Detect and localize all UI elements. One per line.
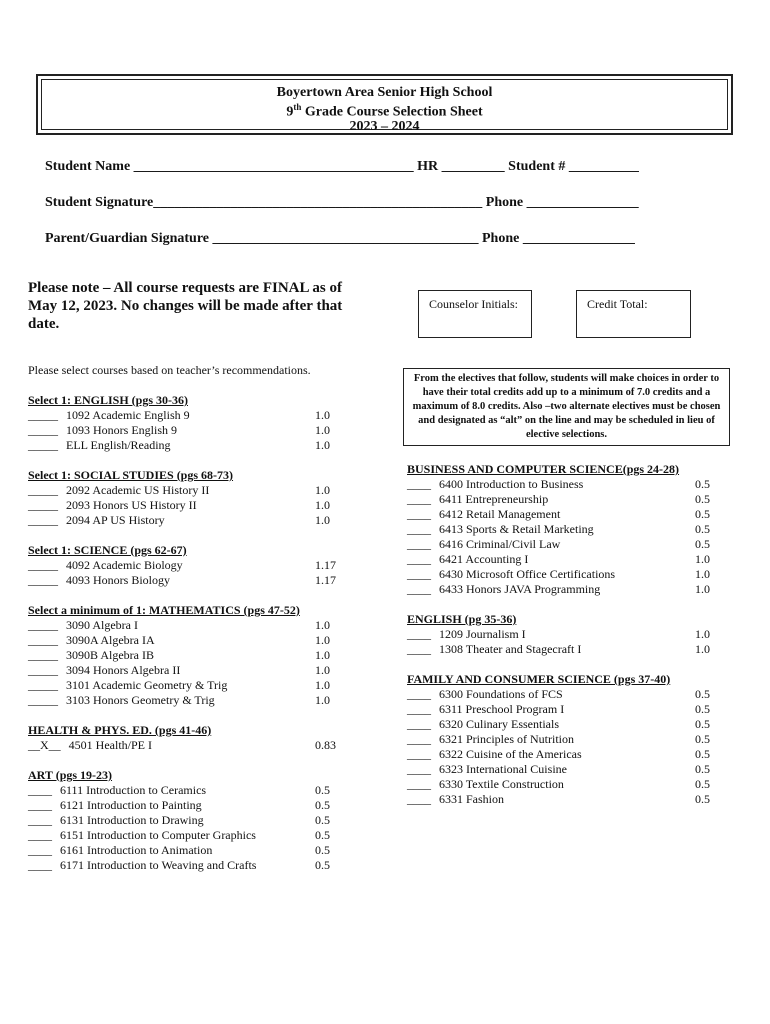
course-credit: 1.0 bbox=[315, 648, 330, 662]
course-credit: 1.0 bbox=[315, 408, 330, 422]
course-name: 1092 Academic English 9 bbox=[66, 408, 190, 422]
selection-blank[interactable]: _____ bbox=[28, 498, 58, 512]
course-row bbox=[407, 552, 710, 567]
course-credit: 0.5 bbox=[315, 813, 330, 827]
course-credit: 1.17 bbox=[315, 573, 336, 587]
course-row bbox=[28, 618, 330, 633]
selection-blank[interactable]: _____ bbox=[28, 618, 58, 632]
course-credit: 1.0 bbox=[315, 498, 330, 512]
course-name: 3101 Academic Geometry & Trig bbox=[66, 678, 228, 692]
course-name: 6430 Microsoft Office Certifications bbox=[439, 567, 616, 581]
course-name: 3090B Algebra IB bbox=[66, 648, 154, 662]
title-box-inner bbox=[41, 79, 728, 134]
course-name: 6413 Sports & Retail Marketing bbox=[439, 522, 594, 536]
course-credit: 0.5 bbox=[315, 798, 330, 812]
section-heading: Select 1: SOCIAL STUDIES (pgs 68-73) bbox=[28, 468, 234, 482]
selection-blank[interactable]: _____ bbox=[28, 483, 58, 497]
selection-blank[interactable]: _____ bbox=[28, 693, 58, 707]
course-row bbox=[28, 408, 330, 423]
course-row bbox=[28, 558, 336, 573]
course-row bbox=[28, 843, 330, 858]
selection-blank[interactable]: ____ bbox=[407, 747, 431, 761]
course-name: 6416 Criminal/Civil Law bbox=[439, 537, 561, 551]
course-row bbox=[407, 762, 710, 777]
course-name: 3090A Algebra IA bbox=[66, 633, 155, 647]
section-heading: ART (pgs 19-23) bbox=[28, 768, 113, 782]
section-heading: ENGLISH (pg 35-36) bbox=[407, 612, 517, 626]
course-name: 1308 Theater and Stagecraft I bbox=[439, 642, 582, 656]
course-row bbox=[28, 438, 330, 453]
course-row bbox=[407, 732, 710, 747]
right-course-column bbox=[407, 462, 710, 807]
course-credit: 0.5 bbox=[695, 717, 710, 731]
course-name: 3103 Honors Geometry & Trig bbox=[66, 693, 215, 707]
course-name: 6131 Introduction to Drawing bbox=[60, 813, 204, 827]
course-name: 6320 Culinary Essentials bbox=[439, 717, 559, 731]
section-heading: BUSINESS AND COMPUTER SCIENCE(pgs 24-28) bbox=[407, 462, 680, 476]
credit-total-box[interactable]: Credit Total: bbox=[576, 290, 691, 338]
course-row bbox=[407, 522, 710, 537]
course-name: 6330 Textile Construction bbox=[439, 777, 564, 791]
course-name: 3090 Algebra I bbox=[66, 618, 138, 632]
course-name: 6412 Retail Management bbox=[439, 507, 561, 521]
course-credit: 0.5 bbox=[315, 828, 330, 842]
course-name: 6171 Introduction to Weaving and Crafts bbox=[60, 858, 257, 872]
course-row bbox=[407, 567, 710, 582]
course-row bbox=[407, 537, 710, 552]
course-name: 6161 Introduction to Animation bbox=[60, 843, 213, 857]
section-heading: Select 1: SCIENCE (pgs 62-67) bbox=[28, 543, 187, 557]
course-section bbox=[407, 462, 710, 597]
selection-blank[interactable]: ____ bbox=[407, 732, 431, 746]
course-row bbox=[407, 792, 710, 807]
course-name: 6433 Honors JAVA Programming bbox=[439, 582, 601, 596]
course-row bbox=[28, 573, 336, 588]
course-name: 1209 Journalism I bbox=[439, 627, 526, 641]
course-name: 2094 AP US History bbox=[66, 513, 165, 527]
selection-blank[interactable]: ____ bbox=[407, 717, 431, 731]
course-name: 6323 International Cuisine bbox=[439, 762, 567, 776]
selection-blank[interactable]: ____ bbox=[407, 642, 431, 656]
selection-blank[interactable]: ____ bbox=[28, 798, 52, 812]
course-row bbox=[407, 687, 710, 702]
course-name: 6121 Introduction to Painting bbox=[60, 798, 202, 812]
selection-blank[interactable]: ____ bbox=[407, 507, 431, 521]
course-row bbox=[407, 747, 710, 762]
selection-blank[interactable]: ____ bbox=[407, 537, 431, 551]
course-section bbox=[28, 393, 330, 453]
course-name: 6151 Introduction to Computer Graphics bbox=[60, 828, 256, 842]
course-credit: 0.5 bbox=[695, 732, 710, 746]
course-name: 2092 Academic US History II bbox=[66, 483, 210, 497]
section-heading: Select a minimum of 1: MATHEMATICS (pgs 47-52) bbox=[28, 603, 300, 617]
course-credit: 0.5 bbox=[315, 783, 330, 797]
course-row bbox=[28, 738, 336, 753]
selection-blank[interactable]: _____ bbox=[28, 663, 58, 677]
course-row bbox=[407, 702, 710, 717]
course-credit: 0.5 bbox=[695, 702, 710, 716]
section-heading: Select 1: ENGLISH (pgs 30-36) bbox=[28, 393, 188, 407]
course-credit: 1.0 bbox=[695, 552, 710, 566]
final-request-note: Please note – All course requests are FINAL as of May 12, 2023. No changes will be made after that date. bbox=[28, 280, 343, 332]
course-name: 6400 Introduction to Business bbox=[439, 477, 584, 491]
course-row bbox=[28, 513, 330, 528]
course-row bbox=[28, 693, 330, 708]
course-section bbox=[28, 603, 330, 708]
selection-blank[interactable]: ____ bbox=[28, 813, 52, 827]
course-credit: 0.5 bbox=[695, 537, 710, 551]
selection-blank[interactable]: _____ bbox=[28, 513, 58, 527]
course-row bbox=[407, 477, 710, 492]
instruction-text: Please select courses based on teacher’s recommendations. bbox=[28, 363, 311, 377]
selection-blank[interactable]: ____ bbox=[407, 702, 431, 716]
course-name: 6421 Accounting I bbox=[439, 552, 529, 566]
selection-blank[interactable]: _____ bbox=[28, 438, 58, 452]
course-credit: 1.0 bbox=[315, 618, 330, 632]
course-row bbox=[28, 678, 330, 693]
course-row bbox=[28, 648, 330, 663]
selection-blank[interactable]: ____ bbox=[407, 582, 431, 596]
course-name: 2093 Honors US History II bbox=[66, 498, 197, 512]
course-credit: 1.0 bbox=[315, 438, 330, 452]
course-credit: 0.5 bbox=[695, 492, 710, 506]
course-credit: 0.5 bbox=[315, 858, 330, 872]
course-credit: 1.0 bbox=[315, 663, 330, 677]
course-name: 6300 Foundations of FCS bbox=[439, 687, 563, 701]
course-name: 4093 Honors Biology bbox=[66, 573, 171, 587]
selection-blank[interactable]: ____ bbox=[407, 627, 431, 641]
course-row bbox=[407, 627, 710, 642]
left-course-column bbox=[28, 393, 336, 873]
course-credit: 1.0 bbox=[315, 513, 330, 527]
course-credit: 0.5 bbox=[695, 762, 710, 776]
selection-blank[interactable]: ____ bbox=[28, 858, 52, 872]
selection-blank[interactable]: ____ bbox=[407, 477, 431, 491]
course-credit: 1.17 bbox=[315, 558, 336, 572]
student-name-row[interactable]: Student Name ________________________________________ HR _________ Student # __________ bbox=[45, 159, 639, 174]
course-credit: 1.0 bbox=[695, 582, 710, 596]
selection-blank[interactable]: ____ bbox=[28, 783, 52, 797]
selection-blank[interactable]: ____ bbox=[407, 492, 431, 506]
course-section bbox=[28, 768, 330, 873]
selection-blank[interactable]: _____ bbox=[28, 678, 58, 692]
course-credit: 1.0 bbox=[315, 693, 330, 707]
course-credit: 1.0 bbox=[315, 423, 330, 437]
course-row bbox=[28, 423, 330, 438]
course-credit: 1.0 bbox=[315, 483, 330, 497]
course-section bbox=[28, 468, 330, 528]
course-section bbox=[407, 672, 710, 807]
course-name: 4501 Health/PE I bbox=[68, 738, 152, 752]
selection-blank[interactable]: ____ bbox=[28, 828, 52, 842]
course-name: 3094 Honors Algebra II bbox=[66, 663, 181, 677]
course-credit: 1.0 bbox=[695, 627, 710, 641]
course-name: 6411 Entrepreneurship bbox=[439, 492, 549, 506]
course-row bbox=[407, 492, 710, 507]
course-name: 1093 Honors English 9 bbox=[66, 423, 177, 437]
course-name: 6311 Preschool Program I bbox=[439, 702, 565, 716]
selection-blank[interactable]: ____ bbox=[407, 777, 431, 791]
selection-blank[interactable]: _____ bbox=[28, 648, 58, 662]
course-name: 4092 Academic Biology bbox=[66, 558, 183, 572]
school-year: 2023 – 2024 bbox=[349, 119, 420, 134]
course-credit: 0.5 bbox=[695, 522, 710, 536]
selection-blank[interactable]: _____ bbox=[28, 558, 58, 572]
parent-signature-row[interactable]: Parent/Guardian Signature ______________________________________ Phone ________________ bbox=[45, 231, 635, 246]
course-row bbox=[28, 798, 330, 813]
selection-blank[interactable]: _____ bbox=[28, 408, 58, 422]
course-name: 6111 Introduction to Ceramics bbox=[60, 783, 207, 797]
course-row bbox=[407, 507, 710, 522]
course-credit: 0.5 bbox=[695, 792, 710, 806]
course-credit: 1.0 bbox=[315, 678, 330, 692]
course-name: 6321 Principles of Nutrition bbox=[439, 732, 574, 746]
selection-blank[interactable]: ____ bbox=[407, 792, 431, 806]
selection-blank[interactable]: ____ bbox=[407, 762, 431, 776]
selection-blank[interactable]: ____ bbox=[407, 567, 431, 581]
title-box bbox=[36, 74, 733, 135]
selection-blank[interactable]: __X__ bbox=[28, 738, 61, 752]
course-row bbox=[28, 828, 330, 843]
course-credit: 0.83 bbox=[315, 738, 336, 752]
course-section bbox=[28, 543, 336, 588]
course-row bbox=[407, 642, 710, 657]
course-row bbox=[407, 717, 710, 732]
selection-blank[interactable]: ____ bbox=[407, 687, 431, 701]
course-name: 6331 Fashion bbox=[439, 792, 505, 806]
course-row bbox=[28, 783, 330, 798]
section-heading: HEALTH & PHYS. ED. (pgs 41-46) bbox=[28, 723, 212, 737]
selection-blank[interactable]: ____ bbox=[407, 552, 431, 566]
course-row bbox=[407, 777, 710, 792]
student-signature-row[interactable]: Student Signature_______________________________________________ Phone ________________ bbox=[45, 195, 639, 210]
course-credit: 0.5 bbox=[695, 477, 710, 491]
school-name: Boyertown Area Senior High School bbox=[276, 85, 493, 100]
course-credit: 0.5 bbox=[695, 507, 710, 521]
course-row bbox=[28, 498, 330, 513]
course-credit: 0.5 bbox=[695, 687, 710, 701]
course-row bbox=[28, 633, 330, 648]
selection-blank[interactable]: _____ bbox=[28, 423, 58, 437]
selection-blank[interactable]: ____ bbox=[407, 522, 431, 536]
course-row bbox=[28, 813, 330, 828]
course-section bbox=[28, 723, 336, 753]
course-credit: 0.5 bbox=[315, 843, 330, 857]
course-credit: 1.0 bbox=[695, 642, 710, 656]
course-row bbox=[28, 663, 330, 678]
course-credit: 0.5 bbox=[695, 777, 710, 791]
course-section bbox=[407, 612, 710, 657]
sheet-title: 9th Grade Course Selection Sheet bbox=[286, 102, 483, 120]
selection-blank[interactable]: _____ bbox=[28, 633, 58, 647]
course-credit: 1.0 bbox=[695, 567, 710, 581]
course-credit: 0.5 bbox=[695, 747, 710, 761]
selection-blank[interactable]: _____ bbox=[28, 573, 58, 587]
course-name: ELL English/Reading bbox=[66, 438, 171, 452]
course-row bbox=[28, 483, 330, 498]
course-name: 6322 Cuisine of the Americas bbox=[439, 747, 582, 761]
selection-blank[interactable]: ____ bbox=[28, 843, 52, 857]
course-row bbox=[407, 582, 710, 597]
elective-note-box: From the electives that follow, students will make choices in order to have their total credits add up to a minimum of 7.0 credits and a maximum of 8.0 credits. Also –two alternate electives must be chosen and designated as “alt” on the line and may be scheduled in lieu of elective selections. bbox=[403, 368, 730, 446]
counselor-initials-box[interactable]: Counselor Initials: bbox=[418, 290, 532, 338]
course-row bbox=[28, 858, 330, 873]
course-credit: 1.0 bbox=[315, 633, 330, 647]
section-heading: FAMILY AND CONSUMER SCIENCE (pgs 37-40) bbox=[407, 672, 671, 686]
